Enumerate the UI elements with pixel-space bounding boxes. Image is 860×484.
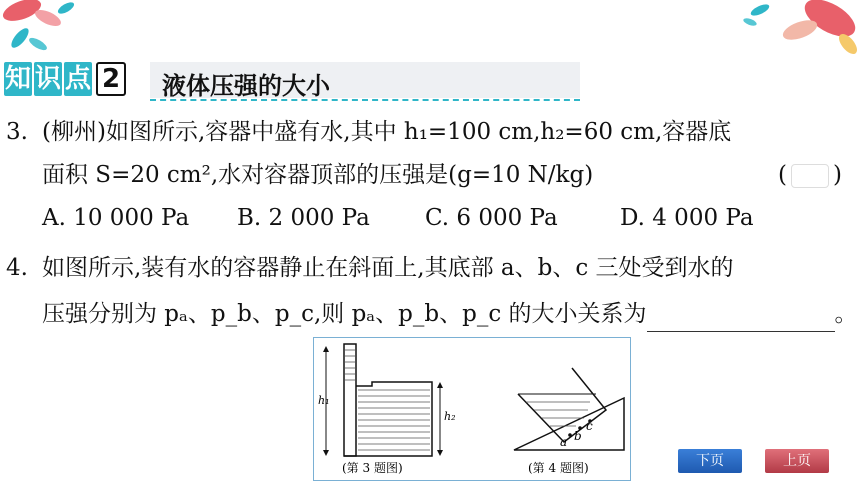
previous-page-button[interactable]: 上页 <box>765 449 829 473</box>
label-h1: h₁ <box>318 394 330 407</box>
option-b[interactable]: B. 2 000 Pa <box>237 205 370 231</box>
section-title: 液体压强的大小 <box>162 72 330 100</box>
badge-number: 2 <box>96 62 126 96</box>
knowledge-point-badge <box>4 62 128 96</box>
badge-char: 识 <box>34 64 61 94</box>
question-4-line2: 压强分别为 pₐ、p_b、p_c,则 pₐ、p_b、p_c 的大小关系为 。 <box>42 296 858 332</box>
next-page-button[interactable]: 下页 <box>678 449 742 473</box>
dashed-divider <box>150 99 580 101</box>
answer-blank[interactable] <box>791 164 829 188</box>
caption-figure-4: (第 4 题图) <box>528 461 589 475</box>
caption-figure-3: (第 3 题图) <box>342 461 403 475</box>
answer-blank[interactable] <box>647 305 835 332</box>
label-b: b <box>574 429 582 443</box>
question-number: 3. <box>6 119 28 145</box>
question-number: 4. <box>6 255 28 281</box>
leaf-decoration-left <box>0 0 90 58</box>
question-3-line2 <box>42 157 593 193</box>
option-a[interactable]: A. 10 000 Pa <box>42 205 190 231</box>
option-d[interactable]: D. 4 000 Pa <box>620 205 754 231</box>
answer-parentheses: ( ) <box>778 162 842 188</box>
question-text: 面积 S=20 cm²,水对容器顶部的压强是(g=10 N/kg) <box>42 162 594 188</box>
question-text: 压强分别为 pₐ、p_b、p_c,则 pₐ、p_b、p_c 的大小关系为 <box>42 301 647 327</box>
badge-char: 知 <box>4 64 31 94</box>
incline-figure-4 <box>514 368 624 450</box>
question-4-line1 <box>6 250 734 286</box>
question-3-options <box>42 200 754 236</box>
section-header <box>0 60 600 104</box>
figure-drawings <box>314 338 630 480</box>
container-figure-3 <box>323 344 443 456</box>
label-a: a <box>560 435 568 449</box>
label-h2: h₂ <box>444 410 456 423</box>
question-text: 如图所示,装有水的容器静止在斜面上,其底部 a、b、c 三处受到水的 <box>42 255 734 281</box>
figure-panel <box>313 337 631 481</box>
question-3-line1 <box>6 114 731 150</box>
option-c[interactable]: C. 6 000 Pa <box>425 205 558 231</box>
badge-char: 点 <box>64 64 91 94</box>
label-c: c <box>586 419 593 433</box>
leaf-decoration-right <box>730 0 860 62</box>
question-text: (柳州)如图所示,容器中盛有水,其中 h₁=100 cm,h₂=60 cm,容器底 <box>42 119 732 145</box>
